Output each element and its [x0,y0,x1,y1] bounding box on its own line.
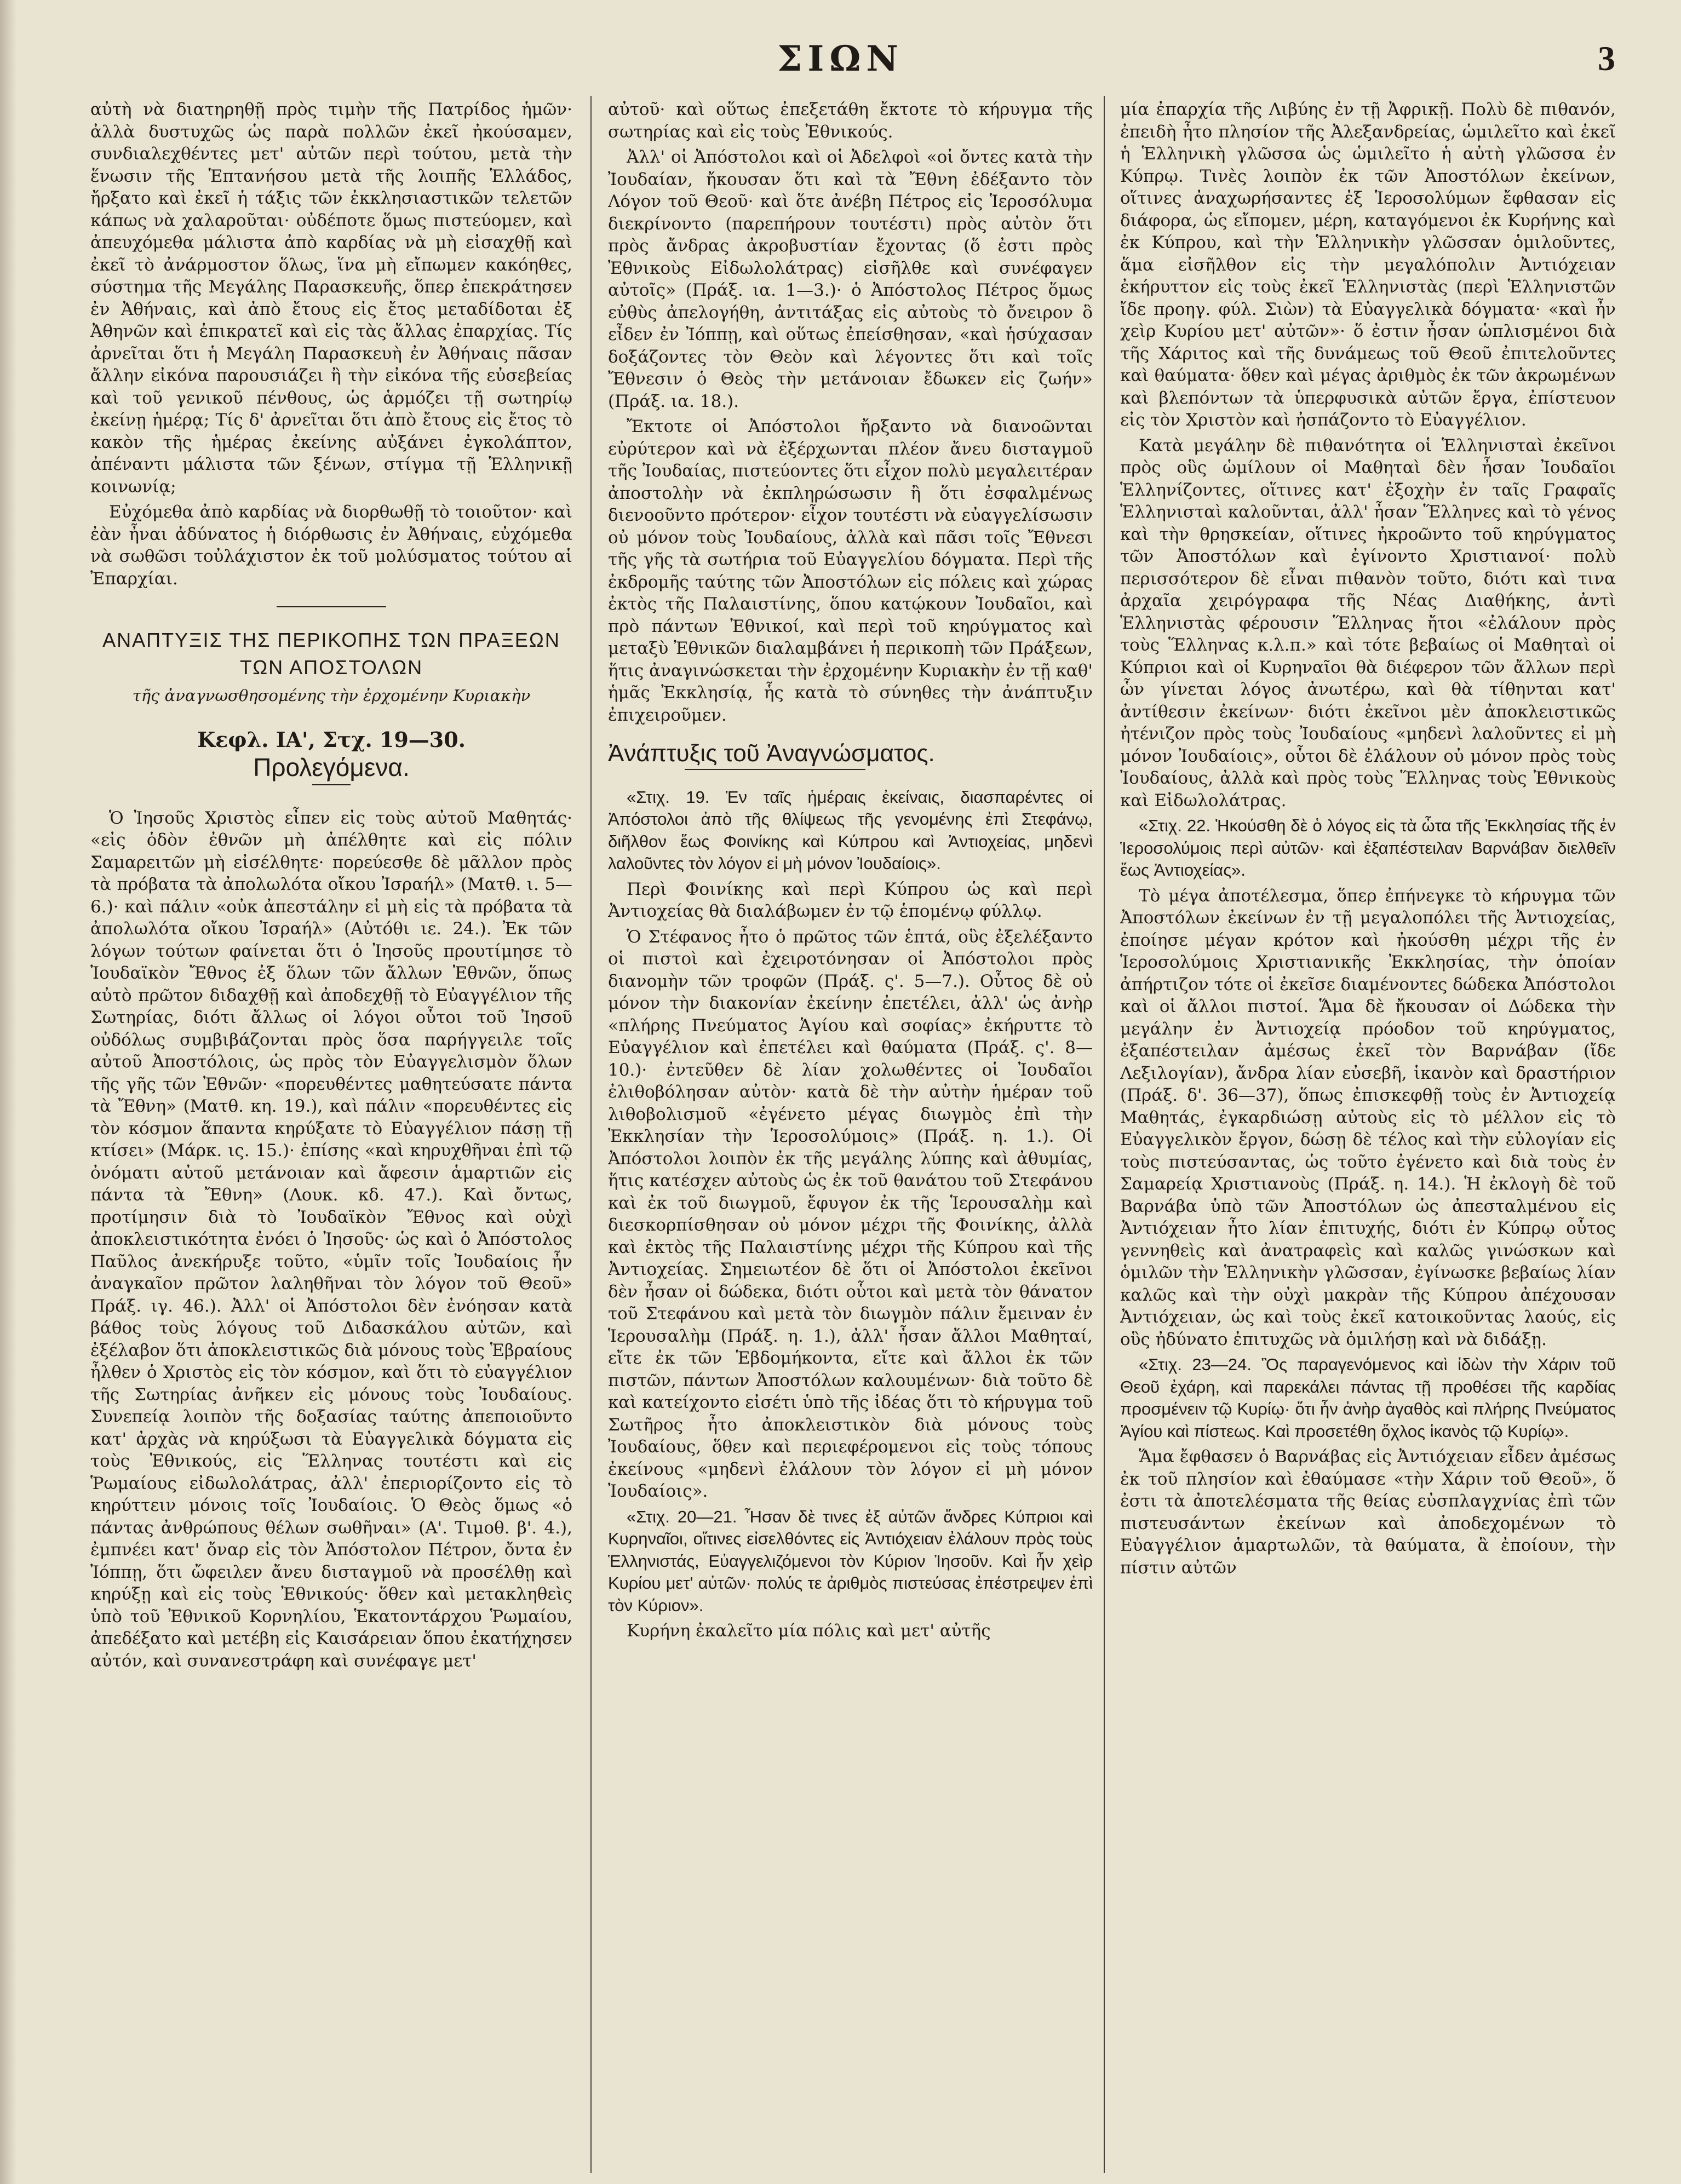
scripture-quote: «Στιχ. 19. Ἐν ταῖς ἡμέραις ἐκείναις, διασπαρέντες οἱ Ἀπόστολοι ἀπὸ τῆς θλίψεως τῆς γενομένης ἐπὶ Στεφάνῳ, διῆλθον ἕως Φοινίκης καὶ Κύπρου καὶ Ἀντιοχείας, μηδενὶ λαλοῦντες τὸν λόγον εἰ μὴ μόνον Ἰουδαίοις». [608,787,1093,873]
column-3 [1120,99,1616,2169]
paragraph: Ἔκτοτε οἱ Ἀπόστολοι ἤρξαντο νὰ διανοῶνται εὐρύτερον καὶ νὰ ἐξέρχωνται πλέον ἄνευ δισταγμοῦ τῆς Ἰουδαίας, πιστεύοντες ὅτι εἶχον πολὺ μεγαλειτέραν ἀποστολὴν νὰ ἐκπληρώσωσιν ἢ ὅτι ἐσφαλμένως διενοοῦντο πρότερον· εἶχον τουτέστι νὰ εὐαγγελίσωσιν οὐ μόνον τοὺς Ἰουδαίους, ἀλλὰ καὶ πᾶσι τοῖς Ἔθνεσι τῆς γῆς τὰ σωτήρια τοῦ Εὐαγγελίου δόγματα. Περὶ τῆς ἐκδρομῆς ταύτης τῶν Ἀποστόλων εἰς πόλεις καὶ χώρας ἐκτὸς τῆς Παλαιστίνης, ὅπου κατῴκουν Ἰουδαῖοι, καὶ πρὸ πάντων Ἐθνικοί, καὶ περὶ τοῦ κηρύγματος καὶ μεταξὺ Ἐθνικῶν διαλαμβάνει ἡ περικοπὴ τῶν Πράξεων, ἥτις ἀναγινώσκεται τὴν ἐρχομένην Κυριακὴν ἐν τῇ καθ' ἡμᾶς Ἐκκλησίᾳ, ἧς κατὰ τὸ σύνηθες τὴν ἀνάπτυξιν ἐπιχειροῦμεν. [608,417,1093,725]
paragraph: αὐτοῦ· καὶ οὕτως ἐπεξετάθη ἔκτοτε τὸ κήρυγμα τῆς σωτηρίας καὶ εἰς τοὺς Ἐθνικούς. [608,100,1093,142]
masthead: ΣΙΩΝ [777,38,904,79]
section-title: ΑΝΑΠΤΥΞΙΣ ΤΗΣ ΠΕΡΙΚΟΠΗΣ ΤΩΝ ΠΡΑΞΕΩΝ ΤΩΝ ΑΠΟΣΤΟΛΩΝ [102,629,560,679]
prolegomena-heading: Προλεγόμενα. [253,753,410,781]
scripture-quote: «Στιχ. 20—21. Ἦσαν δὲ τινες ἐξ αὐτῶν ἄνδρες Κύπριοι καὶ Κυρηναῖοι, οἵτινες εἰσελθόντες εἰς Ἀντιόχειαν ἐλάλουν πρὸς τοὺς Ἑλληνιστάς, Εὐαγγελιζόμενοι τὸν Κύριον Ἰησοῦν. Καὶ ἦν χεὶρ Κυρίου μετ' αὐτῶν· πολύς τε ἀριθμὸς πιστεύσας ἐπέστρεψεν ἐπὶ τὸν Κύριον». [608,1507,1093,1615]
chapter-reference: Κεφλ. ΙΑ', Στχ. 19—30. [197,727,466,752]
column-1 [90,99,572,2169]
scripture-quote: «Στιχ. 23—24. Ὃς παραγενόμενος καὶ ἰδὼν τὴν Χάριν τοῦ Θεοῦ ἐχάρη, καὶ παρεκάλει πάντας τῇ προθέσει τῆς καρδίας προσμένειν τῷ Κυρίῳ· ὅτι ἦν ἀνὴρ ἀγαθὸς καὶ πλήρης Πνεύματος Ἁγίου καὶ πίστεως. Καὶ προσετέθη ὄχλος ἱκανὸς τῷ Κυρίῳ». [1120,1355,1616,1441]
page-number: 3 [1598,39,1615,78]
paragraph: Ὁ Στέφανος ἦτο ὁ πρῶτος τῶν ἑπτά, οὓς ἐξελέξαντο οἱ πιστοὶ καὶ ἐχειροτόνησαν οἱ Ἀπόστολοι πρὸς διανομὴν τῶν τροφῶν (Πράξ. ς'. 5—7.). Οὗτος δὲ οὐ μόνον τὴν διακονίαν ἐκείνην ἐπετέλει, ἀλλ' ὡς ἀνὴρ «πλήρης Πνεύματος Ἁγίου καὶ σοφίας» ἐκήρυττε τὸ Εὐαγγέλιον καὶ ἐπετέλει καὶ θαύματα (Πράξ. ς'. 8—10.)· ἐντεῦθεν δὲ λίαν χολωθέντες οἱ Ἰουδαῖοι ἐλιθοβόλησαν αὐτὸν· κατὰ δὲ τὴν αὐτὴν ἡμέραν τοῦ λιθοβολισμοῦ «ἐγένετο μέγας διωγμὸς ἐπὶ τὴν Ἐκκλησίαν τὴν Ἱεροσολύμοις» (Πράξ. η. 1.). Οἱ Ἀπόστολοι λοιπὸν ἐκ τῆς μεγάλης λύπης καὶ ἀθυμίας, ἥτις κατέσχεν αὐτοὺς ὡς ἐκ τοῦ θανάτου τοῦ Στεφάνου καὶ ἐκ τοῦ διωγμοῦ, ἔφυγον ἐκ τῆς Ἱερουσαλὴμ καὶ διεσκορπίσθησαν οὐ μόνον μέχρι τῆς Φοινίκης, ἀλλὰ καὶ ἐκτὸς τῆς Παλαιστίνης μέχρι τῆς Κύπρου καὶ τῆς Ἀντιοχείας. Σημειωτέον δὲ ὅτι οἱ Ἀπόστολοι ἐκεῖνοι δὲν ἦσαν οἱ δώδεκα, διότι οὗτοι καὶ μετὰ τὸν θάνατον τοῦ Στεφάνου καὶ μετὰ τὸν διωγμὸν πάλιν ἔμειναν ἐν Ἱερουσαλὴμ (Πράξ. η. 1.), ἀλλ' ἦσαν ἄλλοι Μαθηταί, εἴτε ἐκ τῶν Ἑβδομήκοντα, εἴτε καὶ ἄλλοι ἐκ τῶν πιστῶν, πάντων Ἀποστόλων καλουμένων· διὰ τοῦτο δὲ καὶ κατείχοντο εἰσέτι ὑπὸ τῆς ἰδέας ὅτι τὸ κήρυγμα τοῦ Σωτῆρος ἦτο ἀποκλειστικὸν διὰ μόνους τοὺς Ἰουδαίους, ὅθεν καὶ περιεφέρομενοι εἰς τοὺς τόπους ἐκείνους «μηδενὶ ἐλάλουν τὸν λόγον εἰ μὴ μόνον Ἰουδαίοις». [608,927,1093,1501]
scripture-quote: «Στιχ. 22. Ἠκούσθη δὲ ὁ λόγος εἰς τὰ ὦτα τῆς Ἐκκλησίας τῆς ἐν Ἱεροσολύμοις περὶ αὐτῶν· καὶ ἐξαπέστειλαν Βαρνάβαν διελθεῖν ἕως Ἀντιοχείας». [1120,816,1616,880]
heading-underline [685,769,865,770]
paragraph: Εὐχόμεθα ἀπὸ καρδίας νὰ διορθωθῇ τὸ τοιοῦτον· καὶ ἐὰν ἦναι ἀδύνατος ἡ διόρθωσις ἐν Ἀθήναις, εὐχόμεθα νὰ σωθῶσι τοὐλάχιστον ἐκ τοῦ μολύσματος τούτου αἱ Ἐπαρχίαι. [90,502,572,589]
paragraph: Περὶ Φοινίκης καὶ περὶ Κύπρου ὡς καὶ περὶ Ἀντιοχείας θὰ διαλάβωμεν ἐν τῷ ἑπομένῳ φύλλῳ. [608,879,1093,921]
section-separator [277,606,386,607]
column-2 [608,99,1093,2169]
paragraph: Τὸ μέγα ἀποτέλεσμα, ὅπερ ἐπήνεγκε τὸ κήρυγμα τῶν Ἀποστόλων ἐκείνων ἐν τῇ μεγαλοπόλει τῆς Ἀντιοχείας, ἐποίησε μέγαν κρότον καὶ ἠκούσθη μέχρι τῆς ἐν Ἱεροσολύμοις Χριστιανικῆς Ἐκκλησίας, τὴν ὁποίαν ἀπήρτιζον τότε οἱ ἐκεῖσε διαμένοντες δώδεκα Ἀπόστολοι καὶ οἱ ἄλλοι πιστοί. Ἅμα δὲ ἤκουσαν οἱ Δώδεκα τὴν μεγάλην ἐν Ἀντιοχείᾳ πρόοδον τοῦ κηρύγματος, ἐξαπέστειλαν ἀμέσως ἐκεῖ τὸν Βαρνάβαν (ἴδε Λεξιλογίαν), ἄνδρα λίαν εὐσεβῆ, ἱκανὸν καὶ δραστήριον (Πράξ. δ'. 36—37), ὅπως ἐπισκεφθῇ τοὺς ἐν Ἀντιοχείᾳ Μαθητάς, ἐγκαρδιώσῃ αὐτοὺς εἰς τὸ μέλλον εἰς τὸ Εὐαγγελικὸν ἔργον, δώσῃ δὲ τέλος καὶ τὴν εὐλογίαν εἰς τοὺς πιστεύσαντας, ὡς τοῦτο ἐγένετο καὶ διὰ τοὺς ἐν Σαμαρείᾳ Χριστιανοὺς (Πράξ. η. 14.). Ἡ ἐκλογὴ δὲ τοῦ Βαρνάβα ὑπὸ τῶν Ἀποστόλων ὡς ἀπεσταλμένου εἰς Ἀντιόχειαν ἦτο λίαν ἐπιτυχής, διότι ἐν Κύπρῳ οὗτος γεννηθεὶς καὶ ἀνατραφεὶς καὶ καλῶς γινώσκων καὶ ὁμιλῶν τὴν Ἑλληνικὴν γλῶσσαν, ἐγίνωσκε βεβαίως λίαν καλῶς καὶ τὴν οὐχὶ μακρὰν τῆς Κύπρου ἀπέχουσαν Ἀντιόχειαν, ὡς καὶ τοὺς ἐκεῖ κατοικοῦντας λαούς, εἰς οὓς ἠδύνατο ἐπιτυχῶς νὰ ὁμιλήσῃ καὶ νὰ διδάξῃ. [1120,886,1616,1349]
paragraph: αὐτὴ νὰ διατηρηθῇ πρὸς τιμὴν τῆς Πατρίδος ἡμῶν· ἀλλὰ δυστυχῶς ὡς παρὰ πολλῶν ἐκεῖ ἠκούσαμεν, συνδιαλεχθέντες μετ' αὐτῶν περὶ τούτου, μετὰ τὴν ἕνωσιν τῆς Ἑπτανήσου μετὰ τῆς λοιπῆς Ἑλλάδος, ἤρξατο καὶ ἐκεῖ ἡ τάξις τῶν ἐκκλησιαστικῶν τελετῶν κάπως νὰ χαλαροῦται· οὐδέποτε ὅμως πιστεύομεν, καὶ ἀπευχόμεθα μάλιστα ἀπὸ καρδίας νὰ μὴ εἰσαχθῇ καὶ ἐκεῖ τὸ ἀνάρμοστον ὅλως, ἵνα μὴ εἴπωμεν κακόηθες, σύστημα τῆς Μεγάλης Παρασκευῆς, ὅπερ ἐπεκράτησεν ἐν Ἀθήναις, καὶ ἀπὸ ἔτους εἰς ἔτος μεταδίδοται ἐξ Ἀθηνῶν καὶ ἐπικρατεῖ καὶ εἰς τὰς ἄλλας ἐπαρχίας. Τίς ἀρνεῖται ὅτι ἡ Μεγάλη Παρασκευὴ ἐν Ἀθήναις πᾶσαν ἄλλην εἰκόνα παρουσιάζει ἢ τὴν εἰκόνα τῆς εὐσεβείας καὶ τοῦ γενικοῦ πένθους, ὡς ἁρμόζει τῇ σωτηρίῳ ἐκείνῃ ἡμέρᾳ; Τίς δ' ἀρνεῖται ὅτι ἀπὸ ἔτους εἰς ἔτος τὸ κακὸν τῆς ἡμέρας ἐκείνης αὐξάνει ἐγκολάπτον, ἀπέναντι μάλιστα τῶν ξένων, στίγμα τῇ Ἑλληνικῇ κοινωνίᾳ; [90,100,572,497]
paragraph: Ἀλλ' οἱ Ἀπόστολοι καὶ οἱ Ἀδελφοὶ «οἱ ὄντες κατὰ τὴν Ἰουδαίαν, ἤκουσαν ὅτι καὶ τὰ Ἔθνη ἐδέξαντο τὸν Λόγον τοῦ Θεοῦ· καὶ ὅτε ἀνέβη Πέτρος εἰς Ἱεροσόλυμα διεκρίνοντο (παρεπήρουν τουτέστι) πρὸς αὐτὸν ὅτι πρὸς ἄνδρας ἀκροβυστίαν ἔχοντας (ὅ ἐστι πρὸς Ἐθνικοὺς Εἰδωλολάτρας) εἰσῆλθε καὶ συνέφαγεν αὐτοῖς» (Πράξ. ια. 1—3.)· ὁ Ἀπόστολος Πέτρος ὅμως εὐθὺς ἀπελογήθη, ἀντιτάξας εἰς αὐτοὺς τὸ ὄνειρον ὃ εἶδεν ἐν Ἰόππῃ, καὶ οὕτως ἐπείσθησαν, «καὶ ἡσύχασαν δοξάζοντες τὸν Θεὸν καὶ λέγοντες ὅτι καὶ τοῖς Ἔθνεσιν ὁ Θεὸς τὴν μετάνοιαν ἔδωκεν εἰς ζωήν» (Πράξ. ια. 18.). [608,147,1093,411]
paragraph: Κατὰ μεγάλην δὲ πιθανότητα οἱ Ἑλληνισταὶ ἐκεῖνοι πρὸς οὓς ὡμίλουν οἱ Μαθηταὶ δὲν ἦσαν Ἰουδαῖοι Ἑλληνίζοντες, οἵτινες κατ' ἐξοχὴν ἐν ταῖς Γραφαῖς Ἑλληνισταὶ καλοῦνται, ἀλλ' ἦσαν Ἕλληνες καὶ τὸ γένος καὶ τὴν θρησκείαν, οἵτινες ἠκροῶντο τοῦ κηρύγματος τῶν Ἀποστόλων καὶ ἐγίνοντο Χριστιανοί· πολὺ περισσότερον δὲ εἶναι πιθανὸν τοῦτο, διότι καὶ τινα ἀρχαῖα χειρόγραφα τῆς Νέας Διαθήκης, ἀντὶ Ἑλληνιστὰς φέρουσιν Ἕλληνας ἤτοι «ἐλάλουν πρὸς τοὺς Ἕλληνας κ.λ.π.» καὶ τότε βεβαίως οἱ Μαθηταὶ οἱ Κύπριοι καὶ οἱ Κυρηναῖοι θὰ διέφερον τῶν ἄλλων περὶ ὧν γίνεται λόγος ἀνωτέρω, καὶ θὰ τίθηνται κατ' ἀντίθεσιν ἐκείνων· διότι ἐκεῖνοι μὲν ἀποκλειστικῶς ἠτένιζον πρὸς τοὺς Ἰουδαίους «μηδενὶ λαλοῦντες εἰ μὴ μόνον Ἰουδαίοις», οὗτοι δὲ ἐλάλουν οὐ μόνον πρὸς τοὺς Ἰουδαίους, ἀλλὰ καὶ πρὸς τοὺς Ἕλληνας τοὺς Ἐθνικοὺς καὶ Εἰδωλολάτρας. [1120,435,1616,811]
paragraph: Ὁ Ἰησοῦς Χριστὸς εἶπεν εἰς τοὺς αὐτοῦ Μαθητάς· «εἰς ὁδὸν ἐθνῶν μὴ ἀπέλθητε καὶ εἰς πόλιν Σαμαρειτῶν μὴ εἰσέλθητε· πορεύεσθε δὲ μᾶλλον πρὸς τὰ πρόβατα τὰ ἀπολωλότα οἴκου Ἰσραήλ» (Ματθ. ι. 5—6.)· καὶ πάλιν «οὐκ ἀπεστάλην εἰ μὴ εἰς τὰ πρόβατα τὰ ἀπολωλότα οἴκου Ἰσραήλ» (Αὐτόθι ιε. 24.). Ἐκ τῶν λόγων τούτων φαίνεται ὅτι ὁ Ἰησοῦς προυτίμησε τὸ Ἰουδαϊκὸν Ἔθνος ἐξ ὅλων τῶν ἄλλων Ἐθνῶν, ὅπως αὐτὸ πρῶτον διδαχθῇ καὶ ἀποδεχθῇ τὸ Εὐαγγέλιον τῆς Σωτηρίας, διότι ἄλλως οἱ λόγοι οὗτοι τοῦ Ἰησοῦ οὐδόλως συμβιβάζονται πρὸς ὅσα παρήγγειλε τοῖς αὐτοῦ Ἀποστόλοις, ὡς πρὸς τὸν Εὐαγγελισμὸν ὅλων τῆς γῆς τῶν Ἐθνῶν· «πορευθέντες μαθητεύσατε πάντα τὰ Ἔθνη» (Ματθ. κη. 19.), καὶ πάλιν «πορευθέντες εἰς τὸν κόσμον ἅπαντα κηρύξατε τὸ Εὐαγγέλιον πάσῃ τῇ κτίσει» (Μάρκ. ις. 15.)· ἐπίσης «καὶ κηρυχθῆναι ἐπὶ τῷ ὀνόματι αὐτοῦ μετάνοιαν καὶ ἄφεσιν ἁμαρτιῶν εἰς πάντα τὰ Ἔθνη» (Λουκ. κδ. 47.). Καὶ ὄντως, προτίμησιν διὰ τὸ Ἰουδαϊκὸν Ἔθνος καὶ οὐχὶ ἀποκλειστικότητα ἐνόει ὁ Ἰησοῦς· ὡς καὶ ὁ Ἀπόστολος Παῦλος ἀνεκήρυξε τοῦτο, «ὑμῖν τοῖς Ἰουδαίοις ἦν ἀναγκαῖον πρῶτον λαληθῆναι τὸν λόγον τοῦ Θεοῦ» Πράξ. ιγ. 46.). Ἀλλ' οἱ Ἀπόστολοι δὲν ἐνόησαν κατὰ βάθος τοὺς λόγους τοῦ Διδασκάλου αὐτῶν, καὶ ἐξέλαβον ὅτι ἀποκλειστικῶς διὰ μόνους τοὺς Ἑβραίους ἦλθεν ὁ Χριστὸς εἰς τὸν κόσμον, καὶ ὅτι τὸ εὐαγγέλιον τῆς Σωτηρίας ἀνῆκεν εἰς μόνους τοὺς Ἰουδαίους. Συνεπείᾳ λοιπὸν τῆς δοξασίας ταύτης ἀπεποιοῦντο κατ' ἀρχὰς νὰ κηρύξωσι τὰ Εὐαγγελικὰ δόγματα εἰς τοὺς Ἐθνικούς, εἰς Ἕλληνας τουτέστι καὶ εἰς Ῥωμαίους εἰδωλολάτρας, ἀλλ' ἐπεριορίζοντο εἰς τὸ κηρύττειν μόνοις τοῖς Ἰουδαίοις. Ὁ Θεὸς ὅμως «ὁ πάντας ἀνθρώπους θέλων σωθῆναι» (Α'. Τιμοθ. β'. 4.), ἐμπνέει κατ' ὄναρ εἰς τὸν Ἀπόστολον Πέτρον, ὄντα ἐν Ἰόππῃ, ὅτι ὤφειλεν ἄνευ δισταγμοῦ νὰ προσέλθῃ καὶ κηρύξῃ καὶ εἰς τοὺς Ἐθνικούς· ὅθεν καὶ μετακληθεὶς ὑπὸ τοῦ Ἐθνικοῦ Κορνηλίου, Ἑκατοντάρχου Ῥωμαίου, ἀπεδέξατο καὶ μετέβη εἰς Καισάρειαν ὅπου ἐκατήχησεν αὐτόν, καὶ συνανεστράφη καὶ συνέφαγε μετ' [90,808,572,1671]
reading-heading: Ἀνάπτυξις τοῦ Ἀναγνώσματος. [608,740,935,767]
paragraph: Κυρήνη ἐκαλεῖτο μία πόλις καὶ μετ' αὐτῆς [627,1621,991,1641]
page-header [0,38,1681,99]
paragraph: μία ἐπαρχία τῆς Λιβύης ἐν τῇ Ἀφρικῇ. Πολὺ δὲ πιθανόν, ἐπειδὴ ἦτο πλησίον τῆς Ἀλεξανδρείας, ὡμιλεῖτο καὶ ἐκεῖ ἡ Ἑλληνικὴ γλῶσσα ὡς ὡμιλεῖτο ἡ αὐτὴ γλῶσσα ἐν Κύπρῳ. Τινὲς λοιπὸν ἐκ τῶν Ἀποστόλων ἐκείνων, οἵτινες ἀναχωρήσαντες ἐξ Ἱεροσολύμων ἔφθασαν εἰς διάφορα, ὡς εἴπομεν, μέρη, καταγόμενοι ἐκ Κυρήνης καὶ ἐκ Κύπρου, καὶ τὴν Ἑλληνικὴν γλῶσσαν ὁμιλοῦντες, ἅμα εἰσῆλθον εἰς τὴν μεγαλόπολιν Ἀντιόχειαν ἐκήρυττον εἰς τοὺς ἐκεῖ Ἑλληνιστὰς (περὶ Ἑλληνιστῶν ἴδε προηγ. φύλ. Σιὼν) τὰ Εὐαγγελικὰ δόγματα· «καὶ ἦν χεὶρ Κυρίου μετ' αὐτῶν»· ὅ ἐστιν ἦσαν ὡπλισμένοι διὰ τῆς Χάριτος καὶ τῆς δυνάμεως τοῦ Θεοῦ ἐπιτελοῦντες καὶ θαύματα· ὅθεν καὶ μέγας ἀριθμὸς ἐκ τῶν ἀκρωμένων καὶ βλεπόντων τὰ ὑπερφυσικὰ αὐτῶν ἔργα, ἐπίστευον εἰς τὸν Χριστὸν καὶ ἠσπάζοντο τὸ Εὐαγγέλιον. [1120,100,1616,430]
column-divider [1104,96,1105,2173]
column-divider [590,96,592,2173]
paragraph: Ἅμα ἔφθασεν ὁ Βαρνάβας εἰς Ἀντιόχειαν εἶδεν ἀμέσως ἐκ τοῦ πλησίον καὶ ἐθαύμασε «τὴν Χάριν τοῦ Θεοῦ», ὅ ἐστι τὰ ἀποτελέσματα τῆς θείας εὐσπλαγχνίας ἐπὶ τῶν πιστευσάντων ἐκείνων καὶ ἀποδεχομένων τὸ Εὐαγγέλιον ἁμαρτωλῶν, τὰ θαύματα, ἃ ἐποίουν, τὴν πίστιν αὐτῶν [1120,1447,1616,1578]
heading-rule [312,784,351,785]
section-subtitle: τῆς ἀναγνωσθησομένης τὴν ἐρχομένην Κυριακὴν [132,686,531,705]
page-edge [0,0,16,2184]
